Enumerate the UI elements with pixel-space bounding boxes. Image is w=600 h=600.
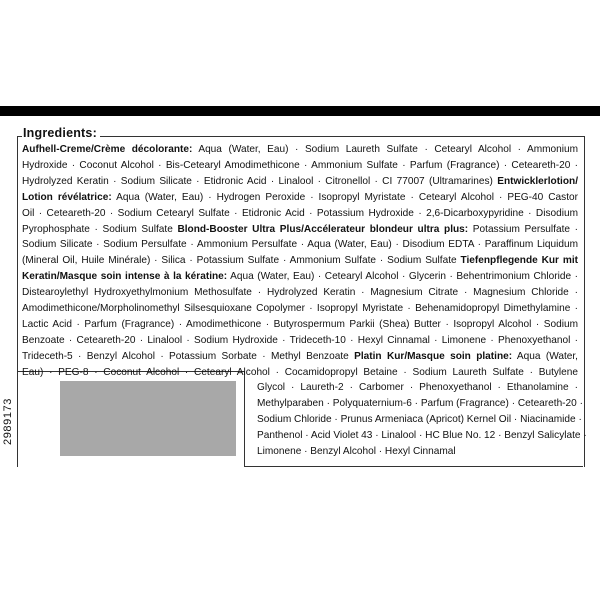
ingredient-run: Oil · Ceteareth-20 · Sodium Cetearyl Sulfate · Etidronic Acid · Potassium Hydroxide · 2,6-Dicarboxypyridine · Disodium (22, 207, 578, 219)
ingredient-line (22, 269, 578, 285)
ingredient-line (22, 158, 578, 174)
ingredient-line (22, 237, 578, 253)
ingredient-line (22, 349, 578, 365)
ingredient-run: Potassium Persulfate · (468, 223, 578, 235)
ingredient-run: Distearoylethyl Hydroxyethylmonium Methosulfate · Hydrolyzed Keratin · Magnesium Citrate · Magnesium Chloride · (22, 287, 578, 299)
ingredient-line (22, 190, 578, 206)
ingredient-run: Trideceth-5 · Benzyl Alcohol · Potassium Sorbate · Methyl Benzoate (22, 350, 355, 362)
ingredient-section-title: Tiefenpflegende Kur mit (460, 255, 579, 267)
ingredient-line: Panthenol · Acid Violet 43 · Linalool · HC Blue No. 12 · Benzyl Salicylate · (257, 429, 587, 441)
ingredient-section-title: Lotion révélatrice: (22, 191, 112, 203)
ingredient-section-title: Keratin/Masque soin intense à la kératine: (22, 271, 228, 283)
ingredient-line (22, 333, 578, 349)
ingredient-line: Methylparaben · Polyquaternium-6 · Parfum (Fragrance) · Ceteareth-20 · (257, 397, 583, 409)
ingredient-run: Hydroxide · Coconut Alcohol · Bis-Cetearyl Amodimethicone · Ammonium Sulfate · Parfum (Fragrance) · Ceteareth-20 · (22, 159, 578, 171)
ingredient-line (22, 253, 578, 269)
ingredient-section-title: Aufhell-Creme/Crème décolorante: (22, 144, 193, 155)
ingredients-heading: Ingredients: (22, 126, 100, 140)
ingredient-run: Benzoate · Ceteareth-20 · Linalool · Sodium Hydroxide · Trideceth-10 · Hexyl Cinnamal · Limonene · Phenoxyethanol · (22, 334, 578, 346)
ingredient-section-title: Blond-Booster Ultra Plus/Accélerateur blondeur ultra plus: (177, 223, 469, 235)
ingredient-line: Limonene · Benzyl Alcohol · Hexyl Cinnamal (257, 445, 456, 457)
product-code: 2989173 (2, 397, 14, 445)
ingredient-line (22, 317, 578, 333)
ingredient-line (22, 222, 578, 238)
ingredient-run: Eau) · PEG-8 · Coconut Alcohol · Cetearyl Alcohol · Cocamidopropyl Betaine · Sodium Laureth Sulfate · Butylene (22, 366, 578, 378)
ingredient-run: Aqua (Water, (512, 350, 578, 362)
ingredient-line (22, 365, 578, 381)
ingredient-run: Lactic Acid · Parfum (Fragrance) · Amodimethicone · Butyrospermum Parkii (Shea) Butter · Isopropyl Alcohol · Sodium (22, 318, 578, 330)
ingredient-line (22, 206, 578, 222)
ingredients-text (22, 142, 578, 381)
ingredient-run: Aqua (Water, Eau) · Sodium Laureth Sulfate · Cetearyl Alcohol · Ammonium (192, 144, 578, 155)
ingredient-line: Glycol · Laureth-2 · Carbomer · Phenoxyethanol · Ethanolamine · (257, 382, 578, 393)
barcode-area (60, 381, 236, 456)
ingredient-line: Sodium Chloride · Prunus Armeniaca (Apricot) Kernel Oil · Niacinamide · (257, 413, 582, 425)
ingredient-line (22, 285, 578, 301)
ingredient-run: Sodium Silicate · Sodium Persulfate · Ammonium Persulfate · Aqua (Water, Eau) · Disodium EDTA · Paraffinum Liquidum (22, 239, 578, 251)
ingredient-line (22, 174, 578, 190)
ingredient-line (22, 142, 578, 158)
ingredient-run: (Mineral Oil, Huile Minérale) · Silica · Potassium Sulfate · Ammonium Sulfate · Sodium Sulfate (22, 255, 461, 267)
ingredient-section-title: Platin Kur/Masque soin platine: (354, 350, 513, 362)
frame-edge (244, 466, 583, 467)
ingredient-run: Aqua (Water, Eau) · Cetearyl Alcohol · Glycerin · Behentrimonium Chloride · (227, 271, 578, 283)
ingredient-run: Hydrolyzed Keratin · Sodium Silicate · Etidronic Acid · Linalool · Citronellol · CI 77007 (Ultramarines) (22, 175, 498, 187)
top-black-rule (0, 106, 600, 116)
ingredient-line (22, 301, 578, 317)
ingredient-section-title: Entwicklerlotion/ (497, 175, 578, 187)
ingredient-run: Pyrophosphate · Sodium Sulfate (22, 223, 178, 235)
ingredient-run: Amodimethicone/Morpholinomethyl Silsesquioxane Copolymer · Isopropyl Myristate · Behenamidopropyl Dimethylamine · (22, 303, 578, 315)
ingredient-run: Aqua (Water, Eau) · Hydrogen Peroxide · Isopropyl Myristate · Cetearyl Alcohol · PEG-40 Castor (111, 191, 578, 203)
